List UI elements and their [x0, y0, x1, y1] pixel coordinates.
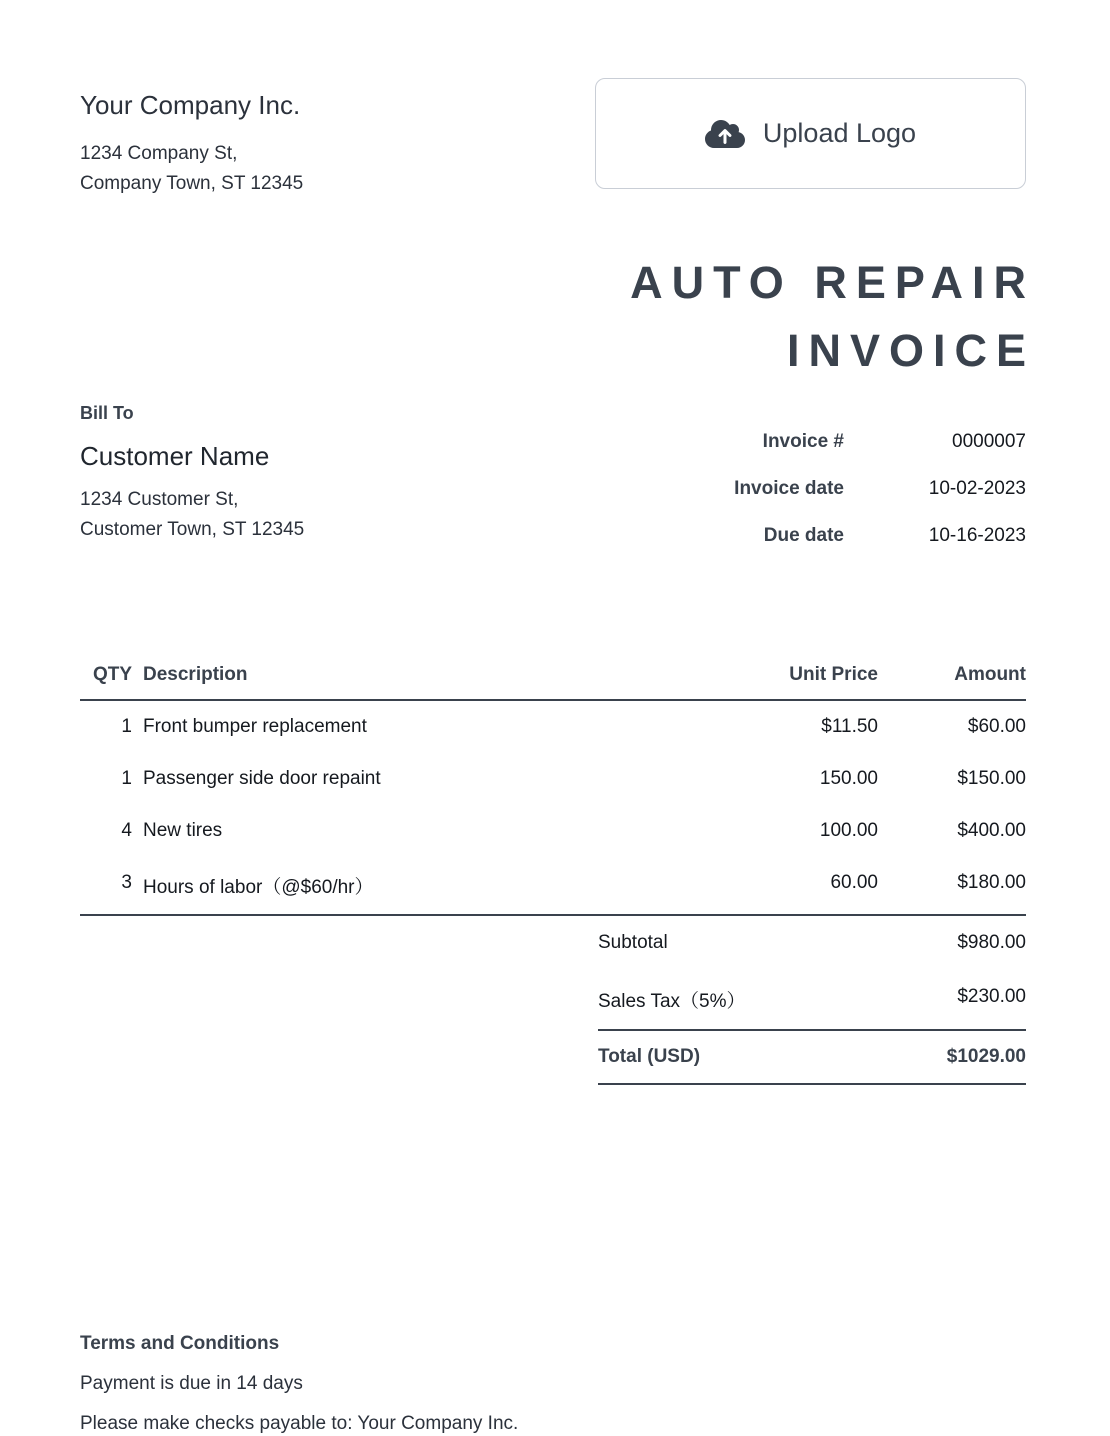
item-amount: $60.00 — [967, 716, 1026, 737]
item-amount: $150.00 — [957, 768, 1026, 789]
cloud-upload-icon — [705, 118, 745, 150]
item-description: Hours of labor（@$60/hr） — [143, 877, 374, 898]
item-amount: $400.00 — [957, 820, 1026, 841]
customer-address-line2: Customer Town, ST 12345 — [80, 519, 305, 540]
terms-heading: Terms and Conditions — [80, 1333, 280, 1354]
invoice-number-label: Invoice # — [762, 431, 844, 452]
totals-section — [598, 916, 1026, 1085]
invoice-number-value: 0000007 — [952, 431, 1026, 452]
item-description: Front bumper replacement — [143, 716, 367, 737]
items-table-header — [80, 664, 1026, 701]
title-line-2: INVOICE — [786, 325, 1035, 376]
due-date-row — [598, 525, 1026, 547]
invoice-date-value: 10-02-2023 — [928, 478, 1026, 499]
customer-name: Customer Name — [80, 441, 270, 471]
terms-section — [80, 1333, 1026, 1435]
header-unit-price: Unit Price — [789, 664, 878, 685]
total-row — [598, 1029, 1026, 1085]
header-amount: Amount — [954, 664, 1026, 685]
billing-and-meta-row — [80, 403, 1026, 572]
table-row — [80, 701, 1026, 753]
customer-address-line1: 1234 Customer St, — [80, 489, 239, 510]
sales-tax-row — [598, 970, 1026, 1029]
item-unit-price: 150.00 — [819, 768, 878, 789]
bill-to-section — [80, 403, 304, 545]
terms-line-1: Payment is due in 14 days — [80, 1373, 303, 1394]
total-value: $1029.00 — [946, 1046, 1026, 1067]
subtotal-row — [598, 916, 1026, 970]
due-date-value: 10-16-2023 — [928, 525, 1026, 546]
table-row — [80, 753, 1026, 805]
company-address-line1: 1234 Company St, — [80, 143, 238, 164]
total-label: Total (USD) — [598, 1046, 701, 1067]
item-qty: 4 — [121, 820, 132, 841]
document-title — [80, 249, 1035, 385]
item-amount: $180.00 — [957, 872, 1026, 893]
item-qty: 1 — [121, 768, 132, 789]
item-unit-price: 100.00 — [819, 820, 878, 841]
subtotal-label: Subtotal — [598, 932, 668, 953]
table-row — [80, 805, 1026, 857]
invoice-meta — [598, 403, 1026, 572]
bill-to-label: Bill To — [80, 403, 134, 423]
header-description: Description — [143, 664, 248, 685]
invoice-number-row — [598, 431, 1026, 453]
invoice-date-label: Invoice date — [734, 478, 844, 499]
company-address-line2: Company Town, ST 12345 — [80, 173, 304, 194]
header-qty: QTY — [92, 664, 132, 685]
title-line-1: AUTO REPAIR — [630, 257, 1035, 308]
sales-tax-label: Sales Tax（5%） — [598, 991, 746, 1012]
company-name: Your Company Inc. — [80, 90, 301, 120]
item-description: Passenger side door repaint — [143, 768, 381, 789]
upload-logo-label: Upload Logo — [762, 118, 917, 148]
invoice-date-row — [598, 478, 1026, 500]
item-qty: 3 — [121, 872, 132, 893]
items-table — [80, 664, 1026, 916]
item-unit-price: $11.50 — [821, 716, 878, 737]
sales-tax-value: $230.00 — [957, 986, 1026, 1007]
terms-line-2: Please make checks payable to: Your Company Inc. — [80, 1413, 519, 1434]
subtotal-value: $980.00 — [957, 932, 1026, 953]
due-date-label: Due date — [763, 525, 844, 546]
upload-logo-button[interactable] — [595, 78, 1026, 189]
item-qty: 1 — [121, 716, 132, 737]
company-info — [80, 78, 303, 199]
item-description: New tires — [143, 820, 223, 841]
header-row — [80, 78, 1026, 199]
item-unit-price: 60.00 — [830, 872, 878, 893]
table-row — [80, 857, 1026, 914]
